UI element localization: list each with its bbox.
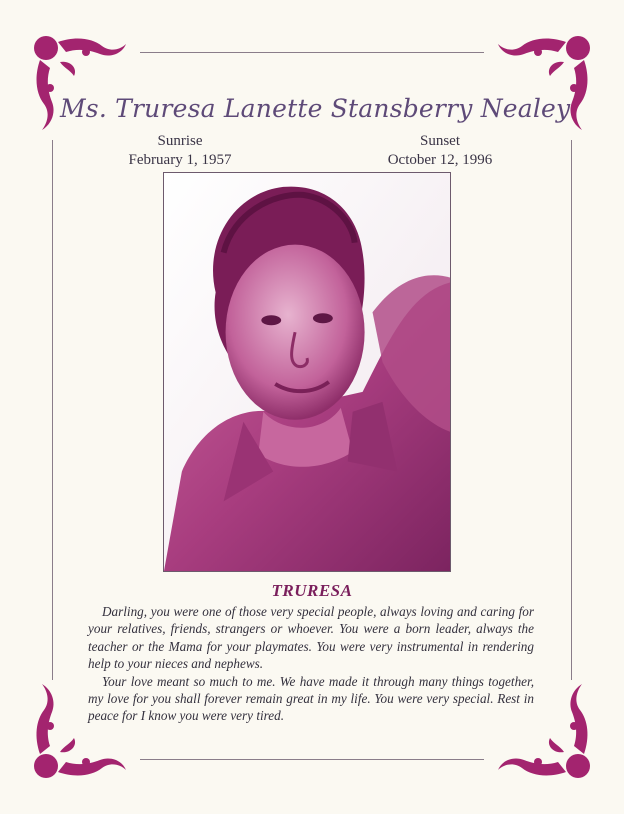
sunset-date: October 12, 1996 bbox=[387, 152, 493, 168]
bottom-border-line bbox=[140, 759, 484, 760]
decedent-name-title: Ms. Truresa Lanette Stansberry Nealey bbox=[60, 94, 571, 123]
tribute-paragraph: Your love meant so much to me. We have made it through many things together, my love for you shall forever remain great in my life. You were very special. Rest in peace for I know you were very tired. bbox=[88, 673, 534, 724]
top-border-line bbox=[140, 52, 484, 53]
sunrise-label: Sunrise bbox=[157, 133, 203, 149]
tribute-heading: TRURESA bbox=[271, 581, 353, 600]
sunset-label: Sunset bbox=[419, 133, 460, 149]
corner-flourish-icon bbox=[484, 32, 594, 142]
sunrise-block bbox=[80, 132, 280, 170]
corner-flourish-icon bbox=[30, 32, 140, 142]
portrait-photo bbox=[163, 172, 451, 572]
sunrise-date: February 1, 1957 bbox=[128, 152, 232, 168]
tribute-paragraph: Darling, you were one of those very special people, always loving and caring for your relatives, friends, strangers or whoever. You were a born leader, always the teacher or the Mama for your playmates. You were very instrumental in rendering help to your nieces and nephews. bbox=[88, 604, 534, 672]
tribute-text bbox=[88, 603, 534, 725]
sunset-block bbox=[340, 132, 540, 170]
